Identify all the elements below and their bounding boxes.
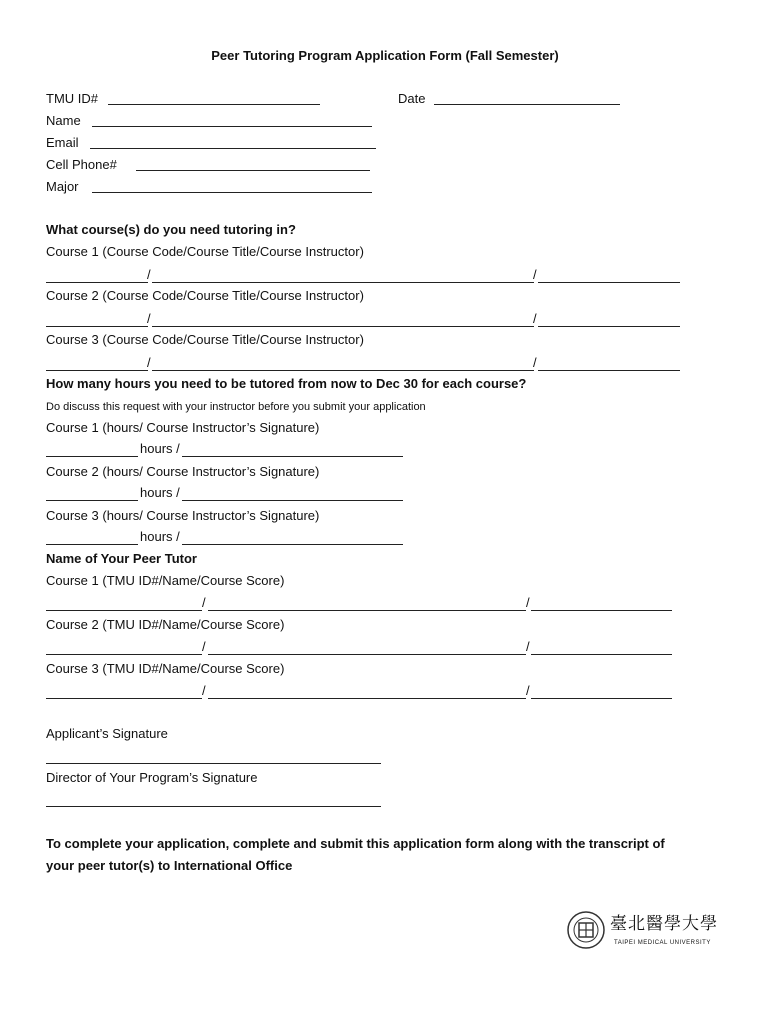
- course-1-instructor-field[interactable]: [538, 282, 680, 283]
- hours-course-3-field[interactable]: [46, 544, 138, 545]
- separator-slash: /: [526, 639, 530, 654]
- hours-unit-label: hours /: [140, 485, 180, 500]
- email-label: Email: [46, 135, 79, 150]
- hours-unit-label: hours /: [140, 441, 180, 456]
- tmu-id-label: TMU ID#: [46, 91, 98, 106]
- course-2-code-field[interactable]: [46, 326, 148, 327]
- cell-phone-label: Cell Phone#: [46, 157, 117, 172]
- major-label: Major: [46, 179, 79, 194]
- course-3-title-field[interactable]: [152, 370, 534, 371]
- applicant-signature-field[interactable]: [46, 763, 381, 764]
- course-2-label: Course 2 (Course Code/Course Title/Course Instructor): [46, 288, 364, 303]
- footer-instruction-line-1: To complete your application, complete and submit this application form along with the transcript of: [46, 836, 665, 851]
- tutor-course-3-name-field[interactable]: [208, 698, 526, 699]
- tutor-course-1-name-field[interactable]: [208, 610, 526, 611]
- hours-note: Do discuss this request with your instructor before you submit your application: [46, 401, 426, 413]
- separator-slash: /: [202, 639, 206, 654]
- hours-course-2-signature-field[interactable]: [182, 500, 403, 501]
- hours-course-1-signature-field[interactable]: [182, 456, 403, 457]
- email-field[interactable]: [90, 148, 376, 149]
- course-1-label: Course 1 (Course Code/Course Title/Course Instructor): [46, 244, 364, 259]
- separator-slash: /: [202, 683, 206, 698]
- hours-heading: How many hours you need to be tutored from now to Dec 30 for each course?: [46, 376, 527, 391]
- applicant-signature-label: Applicant’s Signature: [46, 726, 168, 741]
- separator-slash: /: [202, 595, 206, 610]
- name-field[interactable]: [92, 126, 372, 127]
- hours-course-2-label: Course 2 (hours/ Course Instructor’s Signature): [46, 464, 320, 479]
- hours-unit-label: hours /: [140, 529, 180, 544]
- separator-slash: /: [533, 267, 537, 282]
- university-logo: [566, 908, 718, 952]
- tutor-course-2-label: Course 2 (TMU ID#/Name/Course Score): [46, 617, 285, 632]
- form-title: Peer Tutoring Program Application Form (Fall Semester): [211, 48, 559, 63]
- separator-slash: /: [147, 311, 151, 326]
- logo-english-name: TAIPEI MEDICAL UNIVERSITY: [614, 940, 711, 946]
- course-2-title-field[interactable]: [152, 326, 534, 327]
- separator-slash: /: [533, 311, 537, 326]
- director-signature-field[interactable]: [46, 806, 381, 807]
- tutor-course-2-name-field[interactable]: [208, 654, 526, 655]
- separator-slash: /: [533, 355, 537, 370]
- course-1-code-field[interactable]: [46, 282, 148, 283]
- tutor-course-3-id-field[interactable]: [46, 698, 202, 699]
- separator-slash: /: [147, 267, 151, 282]
- course-3-instructor-field[interactable]: [538, 370, 680, 371]
- separator-slash: /: [526, 595, 530, 610]
- tutor-heading: Name of Your Peer Tutor: [46, 551, 197, 566]
- hours-course-3-signature-field[interactable]: [182, 544, 403, 545]
- course-3-code-field[interactable]: [46, 370, 148, 371]
- courses-heading: What course(s) do you need tutoring in?: [46, 222, 296, 237]
- university-seal-icon: [566, 910, 606, 950]
- director-signature-label: Director of Your Program’s Signature: [46, 770, 258, 785]
- name-label: Name: [46, 113, 81, 128]
- tutor-course-3-score-field[interactable]: [531, 698, 672, 699]
- course-2-instructor-field[interactable]: [538, 326, 680, 327]
- cell-phone-field[interactable]: [136, 170, 370, 171]
- hours-course-3-label: Course 3 (hours/ Course Instructor’s Signature): [46, 508, 320, 523]
- tutor-course-2-id-field[interactable]: [46, 654, 202, 655]
- hours-course-1-label: Course 1 (hours/ Course Instructor’s Signature): [46, 420, 320, 435]
- course-3-label: Course 3 (Course Code/Course Title/Course Instructor): [46, 332, 364, 347]
- tutor-course-1-id-field[interactable]: [46, 610, 202, 611]
- date-label: Date: [398, 91, 426, 106]
- tutor-course-1-score-field[interactable]: [531, 610, 672, 611]
- date-field[interactable]: [434, 104, 620, 105]
- separator-slash: /: [147, 355, 151, 370]
- logo-chinese-name: 臺北醫學大學: [610, 914, 718, 934]
- hours-course-2-field[interactable]: [46, 500, 138, 501]
- footer-instruction-line-2: your peer tutor(s) to International Office: [46, 858, 293, 873]
- tutor-course-2-score-field[interactable]: [531, 654, 672, 655]
- tutor-course-1-label: Course 1 (TMU ID#/Name/Course Score): [46, 573, 285, 588]
- tmu-id-field[interactable]: [108, 104, 320, 105]
- major-field[interactable]: [92, 192, 372, 193]
- hours-course-1-field[interactable]: [46, 456, 138, 457]
- tutor-course-3-label: Course 3 (TMU ID#/Name/Course Score): [46, 661, 285, 676]
- course-1-title-field[interactable]: [152, 282, 534, 283]
- separator-slash: /: [526, 683, 530, 698]
